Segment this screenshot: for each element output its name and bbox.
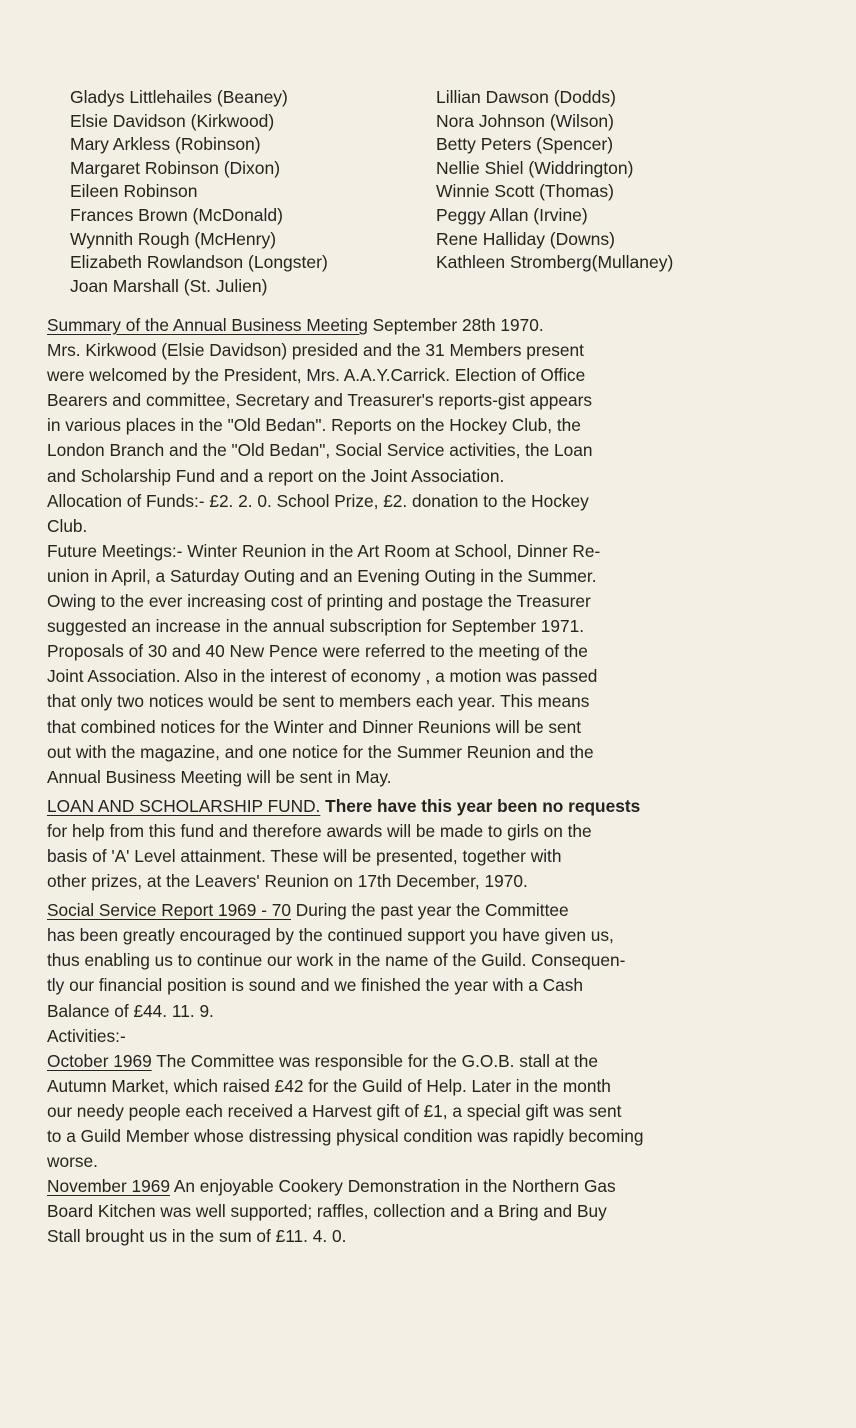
text-line: Balance of £44. 11. 9. [47,1000,214,1021]
loan-heading-line [47,794,827,819]
text-line: Allocation of Funds:- £2. 2. 0. School Prize, £2. donation to the Hockey [47,490,589,511]
text-line: for help from this fund and therefore awards will be made to girls on the [47,820,592,841]
text-line: Board Kitchen was well supported; raffles, collection and a Bring and Buy [47,1201,607,1222]
loan-first-line: There have this year been no requests [320,795,641,816]
member-name: Elizabeth Rowlandson (Longster) [70,252,328,273]
member-name: Winnie Scott (Thomas) [436,181,614,202]
loan-heading: LOAN AND SCHOLARSHIP FUND. [47,795,321,816]
october-section [47,1049,827,1174]
text-line: Future Meetings:- Winter Reunion in the Art Room at School, Dinner Re- [47,540,601,561]
text-line: Club. [47,515,88,536]
text-line: in various places in the "Old Bedan". Reports on the Hockey Club, the [47,415,581,436]
text-line: union in April, a Saturday Outing and an Evening Outing in the Summer. [47,565,597,586]
text-line: has been greatly encouraged by the continued support you have given us, [47,925,614,946]
text-line: suggested an increase in the annual subscription for September 1971. [47,616,585,637]
loan-section [47,794,827,894]
member-name: Margaret Robinson (Dixon) [70,157,281,178]
text-line: were welcomed by the President, Mrs. A.A.Y.Carrick. Election of Office [47,365,586,386]
text-line: that combined notices for the Winter and Dinner Reunions will be sent [47,716,582,737]
social-first-line: During the past year the Committee [291,900,569,921]
member-name: Lillian Dawson (Dodds) [436,87,616,107]
text-line: Owing to the ever increasing cost of printing and postage the Treasurer [47,591,591,612]
text-line: worse. [47,1151,98,1172]
member-name: Kathleen Stromberg(Mullaney) [436,252,674,273]
member-name: Eileen Robinson [70,181,198,202]
text-line: Proposals of 30 and 40 New Pence were referred to the meeting of the [47,641,588,662]
text-line: other prizes, at the Leavers' Reunion on 17th December, 1970. [47,871,528,892]
text-line: basis of 'A' Level attainment. These will be presented, together with [47,845,562,866]
activities-label: Activities:- [47,1025,126,1046]
names-left-column [70,86,328,298]
november-heading: November 1969 [47,1176,170,1197]
text-line: to a Guild Member whose distressing physical condition was rapidly becoming [47,1126,644,1146]
october-heading-line [47,1049,827,1074]
november-first-line: An enjoyable Cookery Demonstration in the Northern Gas [169,1176,616,1197]
member-name: Nellie Shiel (Widdrington) [436,157,634,178]
agm-heading-line [47,313,827,338]
text-line: out with the magazine, and one notice for the Summer Reunion and the [47,741,594,762]
social-heading: Social Service Report 1969 - 70 [47,900,291,921]
member-name: Joan Marshall (St. Julien) [70,275,268,296]
member-name: Rene Halliday (Downs) [436,228,615,249]
text-line: Bearers and committee, Secretary and Treasurer's reports-gist appears [47,390,593,411]
october-heading: October 1969 [47,1050,152,1071]
member-name: Wynnith Rough (McHenry) [70,228,277,249]
text-line: Autumn Market, which raised £42 for the Guild of Help. Later in the month [47,1075,611,1096]
november-heading-line [47,1174,827,1199]
october-first-line: The Committee was responsible for the G.O.B. stall at the [151,1050,599,1071]
member-name: Gladys Littlehailes (Beaney) [70,87,288,107]
text-line: tly our financial position is sound and we finished the year with a Cash [47,975,584,996]
text-line: Joint Association. Also in the interest of economy , a motion was passed [47,666,598,687]
document-body [47,313,827,1249]
member-name: Nora Johnson (Wilson) [436,110,614,131]
text-line: London Branch and the "Old Bedan", Social Service activities, the Loan [47,440,593,461]
social-section [47,898,827,1049]
text-line: Stall brought us in the sum of £11. 4. 0. [47,1226,347,1247]
text-line: that only two notices would be sent to members each year. This means [47,691,590,712]
text-line: thus enabling us to continue our work in the name of the Guild. Consequen- [47,950,626,971]
november-section [47,1174,827,1249]
agm-section [47,313,827,790]
text-line: and Scholarship Fund and a report on the Joint Association. [47,465,505,486]
member-name: Mary Arkless (Robinson) [70,134,261,155]
member-name: Elsie Davidson (Kirkwood) [70,110,275,131]
member-name: Betty Peters (Spencer) [436,134,614,155]
text-line: Annual Business Meeting will be sent in May. [47,766,392,787]
member-name: Frances Brown (McDonald) [70,204,283,225]
agm-date: September 28th 1970. [367,315,544,335]
agm-heading: Summary of the Annual Business Meeting [47,315,368,335]
member-name: Peggy Allan (Irvine) [436,204,588,225]
text-line: Mrs. Kirkwood (Elsie Davidson) presided and the 31 Members present [47,340,584,361]
text-line: our needy people each received a Harvest gift of £1, a special gift was sent [47,1100,622,1121]
names-right-column [436,86,673,275]
social-heading-line [47,898,827,923]
